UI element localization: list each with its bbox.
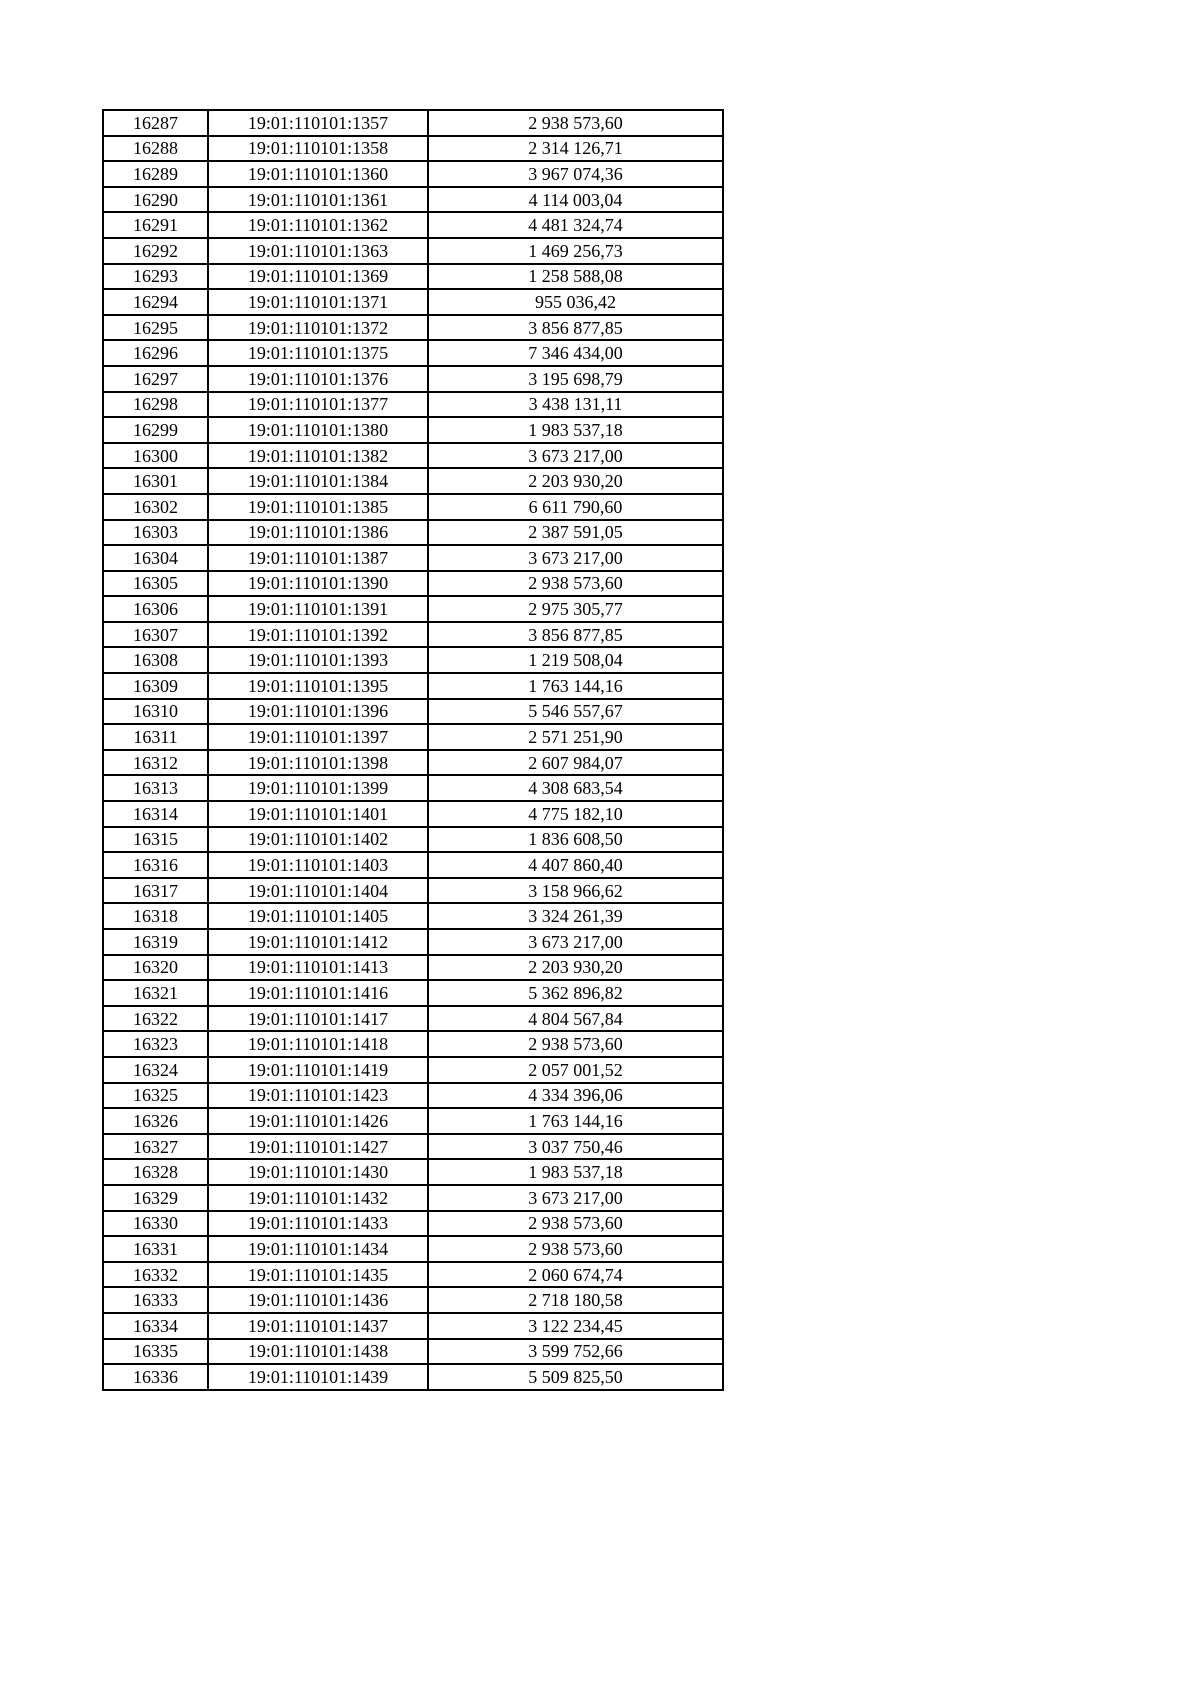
row-number-cell: 16307 [103, 622, 208, 648]
table-row [103, 289, 723, 315]
cadastral-value-cell: 1 258 588,08 [428, 264, 723, 290]
table-row [103, 596, 723, 622]
table-row [103, 1108, 723, 1134]
row-number-cell: 16330 [103, 1211, 208, 1237]
table-row [103, 136, 723, 162]
row-number-cell: 16291 [103, 212, 208, 238]
cadastral-number-cell: 19:01:110101:1404 [208, 878, 428, 904]
cadastral-number-cell: 19:01:110101:1426 [208, 1108, 428, 1134]
table-row [103, 315, 723, 341]
cadastral-value-cell: 3 673 217,00 [428, 1185, 723, 1211]
cadastral-value-cell: 2 203 930,20 [428, 955, 723, 981]
cadastral-number-cell: 19:01:110101:1363 [208, 238, 428, 264]
cadastral-number-cell: 19:01:110101:1418 [208, 1031, 428, 1057]
cadastral-value-cell: 3 856 877,85 [428, 315, 723, 341]
row-number-cell: 16335 [103, 1339, 208, 1365]
row-number-cell: 16309 [103, 673, 208, 699]
table-row [103, 750, 723, 776]
cadastral-value-cell: 4 334 396,06 [428, 1083, 723, 1109]
table-row [103, 264, 723, 290]
row-number-cell: 16302 [103, 494, 208, 520]
table-row [103, 955, 723, 981]
cadastral-value-cell: 1 763 144,16 [428, 1108, 723, 1134]
table-row [103, 1057, 723, 1083]
cadastral-number-cell: 19:01:110101:1437 [208, 1313, 428, 1339]
cadastral-number-cell: 19:01:110101:1417 [208, 1006, 428, 1032]
cadastral-value-cell: 2 938 573,60 [428, 1211, 723, 1237]
row-number-cell: 16311 [103, 724, 208, 750]
row-number-cell: 16319 [103, 929, 208, 955]
cadastral-number-cell: 19:01:110101:1402 [208, 827, 428, 853]
cadastral-number-cell: 19:01:110101:1360 [208, 161, 428, 187]
row-number-cell: 16336 [103, 1364, 208, 1390]
cadastral-value-cell: 3 599 752,66 [428, 1339, 723, 1365]
row-number-cell: 16324 [103, 1057, 208, 1083]
table-row [103, 852, 723, 878]
cadastral-value-cell: 5 362 896,82 [428, 980, 723, 1006]
cadastral-number-cell: 19:01:110101:1375 [208, 340, 428, 366]
cadastral-number-cell: 19:01:110101:1386 [208, 520, 428, 546]
row-number-cell: 16334 [103, 1313, 208, 1339]
cadastral-number-cell: 19:01:110101:1387 [208, 545, 428, 571]
row-number-cell: 16315 [103, 827, 208, 853]
cadastral-value-cell: 2 718 180,58 [428, 1287, 723, 1313]
table-row [103, 827, 723, 853]
cadastral-number-cell: 19:01:110101:1385 [208, 494, 428, 520]
cadastral-value-cell: 5 509 825,50 [428, 1364, 723, 1390]
cadastral-value-cell: 2 938 573,60 [428, 571, 723, 597]
cadastral-number-cell: 19:01:110101:1427 [208, 1134, 428, 1160]
row-number-cell: 16333 [103, 1287, 208, 1313]
cadastral-number-cell: 19:01:110101:1419 [208, 1057, 428, 1083]
table-body [103, 110, 723, 1390]
table-row [103, 212, 723, 238]
row-number-cell: 16299 [103, 417, 208, 443]
table-row [103, 1364, 723, 1390]
cadastral-number-cell: 19:01:110101:1391 [208, 596, 428, 622]
cadastral-value-cell: 955 036,42 [428, 289, 723, 315]
cadastral-value-cell: 4 481 324,74 [428, 212, 723, 238]
row-number-cell: 16293 [103, 264, 208, 290]
row-number-cell: 16287 [103, 110, 208, 136]
row-number-cell: 16313 [103, 775, 208, 801]
row-number-cell: 16316 [103, 852, 208, 878]
cadastral-value-cell: 3 967 074,36 [428, 161, 723, 187]
cadastral-number-cell: 19:01:110101:1438 [208, 1339, 428, 1365]
table-row [103, 878, 723, 904]
table-row [103, 1031, 723, 1057]
row-number-cell: 16294 [103, 289, 208, 315]
cadastral-value-cell: 6 611 790,60 [428, 494, 723, 520]
row-number-cell: 16331 [103, 1236, 208, 1262]
cadastral-value-cell: 3 158 966,62 [428, 878, 723, 904]
row-number-cell: 16301 [103, 468, 208, 494]
table-row [103, 1262, 723, 1288]
table-row [103, 1211, 723, 1237]
row-number-cell: 16329 [103, 1185, 208, 1211]
cadastral-value-cell: 4 804 567,84 [428, 1006, 723, 1032]
table-row [103, 1134, 723, 1160]
table-row [103, 340, 723, 366]
row-number-cell: 16290 [103, 187, 208, 213]
table-row [103, 1083, 723, 1109]
cadastral-number-cell: 19:01:110101:1396 [208, 699, 428, 725]
table-row [103, 443, 723, 469]
table-row [103, 187, 723, 213]
cadastral-value-cell: 2 938 573,60 [428, 110, 723, 136]
cadastral-value-cell: 4 114 003,04 [428, 187, 723, 213]
row-number-cell: 16310 [103, 699, 208, 725]
row-number-cell: 16322 [103, 1006, 208, 1032]
table-row [103, 1313, 723, 1339]
table-row [103, 494, 723, 520]
cadastral-number-cell: 19:01:110101:1435 [208, 1262, 428, 1288]
cadastral-number-cell: 19:01:110101:1416 [208, 980, 428, 1006]
cadastral-value-cell: 3 673 217,00 [428, 443, 723, 469]
cadastral-number-cell: 19:01:110101:1401 [208, 801, 428, 827]
cadastral-number-cell: 19:01:110101:1412 [208, 929, 428, 955]
cadastral-value-cell: 3 856 877,85 [428, 622, 723, 648]
table-row [103, 110, 723, 136]
row-number-cell: 16321 [103, 980, 208, 1006]
cadastral-value-cell: 1 763 144,16 [428, 673, 723, 699]
cadastral-number-cell: 19:01:110101:1430 [208, 1159, 428, 1185]
row-number-cell: 16326 [103, 1108, 208, 1134]
cadastral-number-cell: 19:01:110101:1376 [208, 366, 428, 392]
table-row [103, 1185, 723, 1211]
row-number-cell: 16317 [103, 878, 208, 904]
table-row [103, 1006, 723, 1032]
table-row [103, 980, 723, 1006]
cadastral-number-cell: 19:01:110101:1361 [208, 187, 428, 213]
cadastral-value-cell: 4 775 182,10 [428, 801, 723, 827]
cadastral-value-cell: 2 571 251,90 [428, 724, 723, 750]
cadastral-number-cell: 19:01:110101:1436 [208, 1287, 428, 1313]
cadastral-number-cell: 19:01:110101:1433 [208, 1211, 428, 1237]
row-number-cell: 16303 [103, 520, 208, 546]
table-row [103, 520, 723, 546]
cadastral-number-cell: 19:01:110101:1357 [208, 110, 428, 136]
cadastral-number-cell: 19:01:110101:1382 [208, 443, 428, 469]
table-row [103, 545, 723, 571]
cadastral-number-cell: 19:01:110101:1369 [208, 264, 428, 290]
cadastral-value-cell: 1 983 537,18 [428, 417, 723, 443]
cadastral-value-cell: 3 673 217,00 [428, 929, 723, 955]
cadastral-number-cell: 19:01:110101:1384 [208, 468, 428, 494]
row-number-cell: 16304 [103, 545, 208, 571]
cadastral-value-table [102, 109, 724, 1391]
cadastral-value-cell: 3 122 234,45 [428, 1313, 723, 1339]
cadastral-value-cell: 3 438 131,11 [428, 392, 723, 418]
cadastral-value-cell: 3 195 698,79 [428, 366, 723, 392]
row-number-cell: 16289 [103, 161, 208, 187]
cadastral-value-cell: 3 324 261,39 [428, 903, 723, 929]
row-number-cell: 16305 [103, 571, 208, 597]
cadastral-value-cell: 1 983 537,18 [428, 1159, 723, 1185]
cadastral-value-cell: 2 938 573,60 [428, 1236, 723, 1262]
table-row [103, 801, 723, 827]
cadastral-value-cell: 2 314 126,71 [428, 136, 723, 162]
cadastral-value-cell: 1 836 608,50 [428, 827, 723, 853]
cadastral-value-cell: 7 346 434,00 [428, 340, 723, 366]
cadastral-value-cell: 3 673 217,00 [428, 545, 723, 571]
table-row [103, 392, 723, 418]
row-number-cell: 16300 [103, 443, 208, 469]
cadastral-number-cell: 19:01:110101:1397 [208, 724, 428, 750]
cadastral-value-cell: 2 607 984,07 [428, 750, 723, 776]
table-row [103, 1236, 723, 1262]
cadastral-number-cell: 19:01:110101:1371 [208, 289, 428, 315]
table-row [103, 468, 723, 494]
row-number-cell: 16292 [103, 238, 208, 264]
table-row [103, 1159, 723, 1185]
row-number-cell: 16323 [103, 1031, 208, 1057]
row-number-cell: 16295 [103, 315, 208, 341]
row-number-cell: 16314 [103, 801, 208, 827]
cadastral-number-cell: 19:01:110101:1395 [208, 673, 428, 699]
table-row [103, 929, 723, 955]
row-number-cell: 16288 [103, 136, 208, 162]
cadastral-number-cell: 19:01:110101:1403 [208, 852, 428, 878]
row-number-cell: 16328 [103, 1159, 208, 1185]
table-row [103, 1287, 723, 1313]
cadastral-value-cell: 2 057 001,52 [428, 1057, 723, 1083]
table-row [103, 238, 723, 264]
cadastral-value-cell: 2 203 930,20 [428, 468, 723, 494]
cadastral-number-cell: 19:01:110101:1392 [208, 622, 428, 648]
cadastral-number-cell: 19:01:110101:1393 [208, 647, 428, 673]
cadastral-number-cell: 19:01:110101:1434 [208, 1236, 428, 1262]
table-row [103, 571, 723, 597]
row-number-cell: 16320 [103, 955, 208, 981]
row-number-cell: 16308 [103, 647, 208, 673]
cadastral-number-cell: 19:01:110101:1405 [208, 903, 428, 929]
row-number-cell: 16318 [103, 903, 208, 929]
cadastral-number-cell: 19:01:110101:1432 [208, 1185, 428, 1211]
cadastral-value-cell: 2 387 591,05 [428, 520, 723, 546]
row-number-cell: 16325 [103, 1083, 208, 1109]
cadastral-number-cell: 19:01:110101:1362 [208, 212, 428, 238]
cadastral-number-cell: 19:01:110101:1380 [208, 417, 428, 443]
cadastral-value-cell: 2 060 674,74 [428, 1262, 723, 1288]
table-row [103, 673, 723, 699]
cadastral-value-cell: 5 546 557,67 [428, 699, 723, 725]
row-number-cell: 16297 [103, 366, 208, 392]
table-row [103, 903, 723, 929]
cadastral-number-cell: 19:01:110101:1399 [208, 775, 428, 801]
cadastral-value-cell: 3 037 750,46 [428, 1134, 723, 1160]
cadastral-value-cell: 4 308 683,54 [428, 775, 723, 801]
table-row [103, 775, 723, 801]
cadastral-value-cell: 2 975 305,77 [428, 596, 723, 622]
table-row [103, 699, 723, 725]
cadastral-number-cell: 19:01:110101:1372 [208, 315, 428, 341]
cadastral-number-cell: 19:01:110101:1398 [208, 750, 428, 776]
cadastral-number-cell: 19:01:110101:1439 [208, 1364, 428, 1390]
cadastral-number-cell: 19:01:110101:1390 [208, 571, 428, 597]
table-row [103, 366, 723, 392]
row-number-cell: 16298 [103, 392, 208, 418]
cadastral-value-cell: 1 219 508,04 [428, 647, 723, 673]
table-row [103, 622, 723, 648]
row-number-cell: 16327 [103, 1134, 208, 1160]
table-row [103, 724, 723, 750]
table-row [103, 1339, 723, 1365]
table-row [103, 161, 723, 187]
row-number-cell: 16332 [103, 1262, 208, 1288]
cadastral-value-cell: 4 407 860,40 [428, 852, 723, 878]
cadastral-value-cell: 1 469 256,73 [428, 238, 723, 264]
cadastral-number-cell: 19:01:110101:1358 [208, 136, 428, 162]
cadastral-number-cell: 19:01:110101:1413 [208, 955, 428, 981]
cadastral-number-cell: 19:01:110101:1423 [208, 1083, 428, 1109]
cadastral-value-cell: 2 938 573,60 [428, 1031, 723, 1057]
table-row [103, 417, 723, 443]
row-number-cell: 16296 [103, 340, 208, 366]
table-row [103, 647, 723, 673]
row-number-cell: 16306 [103, 596, 208, 622]
cadastral-number-cell: 19:01:110101:1377 [208, 392, 428, 418]
row-number-cell: 16312 [103, 750, 208, 776]
